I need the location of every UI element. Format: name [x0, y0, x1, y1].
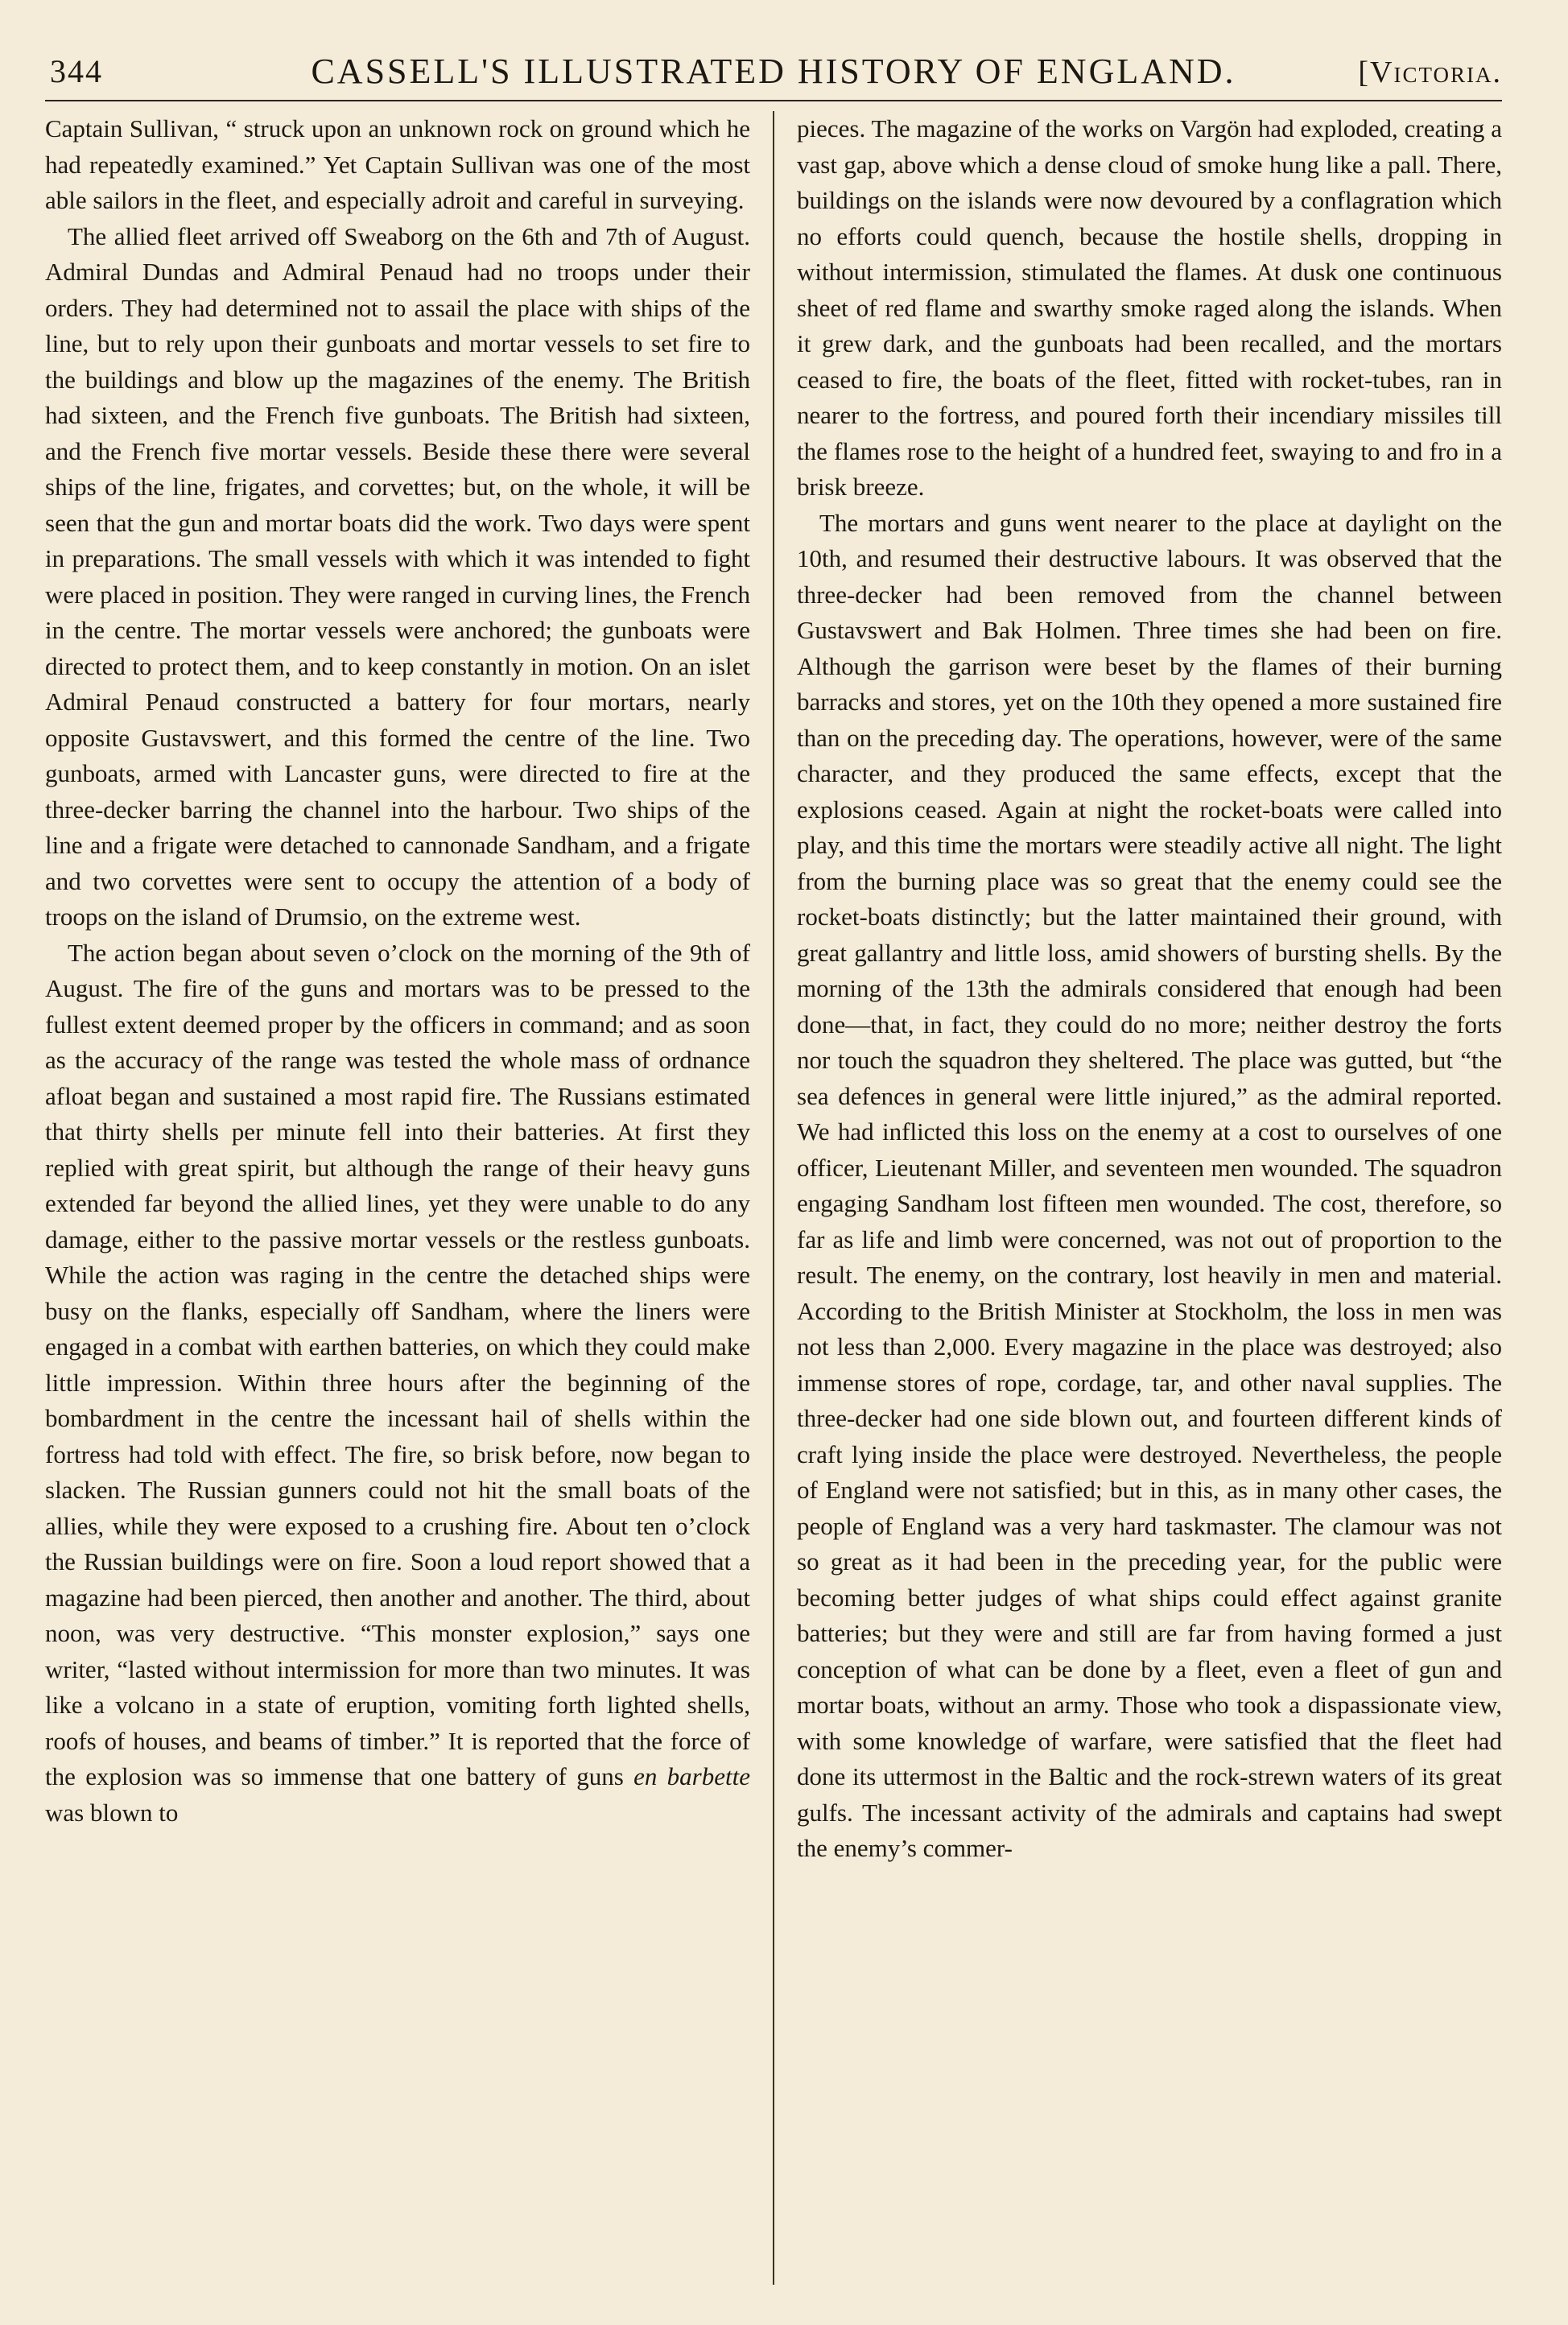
- paragraph-text: was blown to: [45, 1798, 179, 1827]
- paragraph-text: The action began about seven o’clock on the morning of the 9th of August. The fire of the guns and mortars was to be pressed to the fullest extent deemed proper by the officers in command; and as soon as the accuracy of the range was tested the whole mass of ordnance afloat began and sustained a most rapid fire. The Russians estimated that thirty shells per minute fell into their batteries. At first they replied with great spirit, but although the range of their heavy guns extended far beyond the allied lines, yet they were unable to do any damage, either to the passive mortar vessels or the restless gunboats. While the action was raging in the centre the detached ships were busy on the flanks, especially off Sandham, where the liners were engaged in a combat with earthen batteries, on which they could make little impression. Within three hours after the beginning of the bombardment in the centre the incessant hail of shells within the fortress had told with effect. The fire, so brisk before, now began to slacken. The Russian gunners could not hit the small boats of the allies, while they were exposed to a crushing fire. About ten o’clock the Russian buildings were on fire. Soon a loud report showed that a magazine had been pierced, then another and another. The third, about noon, was very destructive. “This monster explosion,” says one writer, “lasted without intermission for more than two minutes. It was like a volcano in a state of eruption, vomiting forth lighted shells, roofs of houses, and beams of timber.” It is reported that the force of the explosion was so immense that one battery of guns: [45, 938, 750, 1790]
- italic-phrase: en barbette: [633, 1762, 750, 1790]
- page-header: [45, 42, 1502, 101]
- document-page: [45, 42, 1502, 2288]
- text-columns: [45, 111, 1502, 2285]
- right-column: [797, 111, 1502, 2285]
- page-number: 344: [50, 53, 103, 89]
- paragraph: [45, 935, 750, 1832]
- paragraph: pieces. The magazine of the works on Vargön had exploded, creating a vast gap, above which a dense cloud of smoke hung like a pall. There, buildings on the islands were now devoured by a conflagration which no efforts could quench, because the hostile shells, dropping in without intermission, stimulated the flames. At dusk one continuous sheet of red flame and swarthy smoke raged along the islands. When it grew dark, and the gunboats had been recalled, and the mortars ceased to fire, the boats of the fleet, fitted with rocket-tubes, ran in nearer to the fortress, and poured forth their incendiary missiles till the flames rose to the height of a hundred feet, swaying to and fro in a brisk breeze.: [797, 114, 1502, 501]
- paragraph: Captain Sullivan, “ struck upon an unknown rock on ground which he had repeatedly examined.” Yet Captain Sullivan was one of the most able sailors in the fleet, and especially adroit and careful in surveying.: [45, 114, 750, 214]
- reign-label: [Victoria.: [1358, 56, 1502, 89]
- column-divider: [773, 111, 774, 2285]
- paragraph: The allied fleet arrived off Sweaborg on the 6th and 7th of August. Admiral Dundas and Admiral Penaud had no troops under their orders. They had determined not to assail the place with ships of the line, but to rely upon their gunboats and mortar vessels to set fire to the buildings and blow up the magazines of the enemy. The British had sixteen, and the French five gunboats. The British had sixteen, and the French five mortar vessels. Beside these there were several ships of the line, frigates, and corvettes; but, on the whole, it will be seen that the gun and mortar boats did the work. Two days were spent in preparations. The small vessels with which it was intended to fight were placed in position. They were ranged in curving lines, the French in the centre. The mortar vessels were anchored; the gunboats were directed to protect them, and to keep constantly in motion. On an islet Admiral Penaud constructed a battery for four mortars, nearly opposite Gustavswert, and this formed the centre of the line. Two gunboats, armed with Lancaster guns, were directed to fire at the three-decker barring the channel into the harbour. Two ships of the line and a frigate were detached to cannonade Sandham, and a frigate and two corvettes were sent to occupy the attention of a body of troops on the island of Drumsio, on the extreme west.: [45, 221, 750, 931]
- running-title: CASSELL'S ILLUSTRATED HISTORY OF ENGLAND.: [311, 52, 1236, 91]
- paragraph: The mortars and guns went nearer to the place at daylight on the 10th, and resumed their destructive labours. It was observed that the three-decker had been removed from the channel between Gustavswert and Bak Holmen. Three times she had been on fire. Although the garrison were beset by the flames of their burning barracks and stores, yet on the 10th they opened a more sustained fire than on the preceding day. The operations, however, were of the same character, and they produced the same effects, except that the explosions ceased. Again at night the rocket-boats were called into play, and this time the mortars were steadily active all night. The light from the burning place was so great that the enemy could see the rocket-boats distinctly; but the latter maintained their ground, with great gallantry and little loss, amid showers of bursting shells. By the morning of the 13th the admirals considered that enough had been done—that, in fact, they could do no more; neither destroy the forts nor touch the squadron they sheltered. The place was gutted, but “the sea defences in general were little injured,” as the admiral reported. We had inflicted this loss on the enemy at a cost to ourselves of one officer, Lieutenant Miller, and seventeen men wounded. The squadron engaging Sandham lost fifteen men wounded. The cost, therefore, so far as life and limb were concerned, was not out of proportion to the result. The enemy, on the contrary, lost heavily in men and material. According to the British Minister at Stockholm, the loss in men was not less than 2,000. Every magazine in the place was destroyed; also immense stores of rope, cordage, tar, and other naval supplies. The three-decker had one side blown out, and fourteen different kinds of craft lying inside the place were destroyed. Nevertheless, the people of England were not satisfied; but in this, as in many other cases, the people of England was a very hard taskmaster. The clamour was not so great as it had been in the preceding year, for the public were becoming better judges of what ships could effect against granite batteries; but they were and still are far from having formed a just conception of what can be done by a fleet, even a fleet of gun and mortar boats, without an army. Those who took a dispassionate view, with some knowledge of warfare, were satisfied that the fleet had done its uttermost in the Baltic and the rock-strewn waters of its great gulfs. The incessant activity of the admirals and captains had swept the enemy’s commer-: [797, 508, 1502, 1862]
- left-column: [45, 111, 750, 2285]
